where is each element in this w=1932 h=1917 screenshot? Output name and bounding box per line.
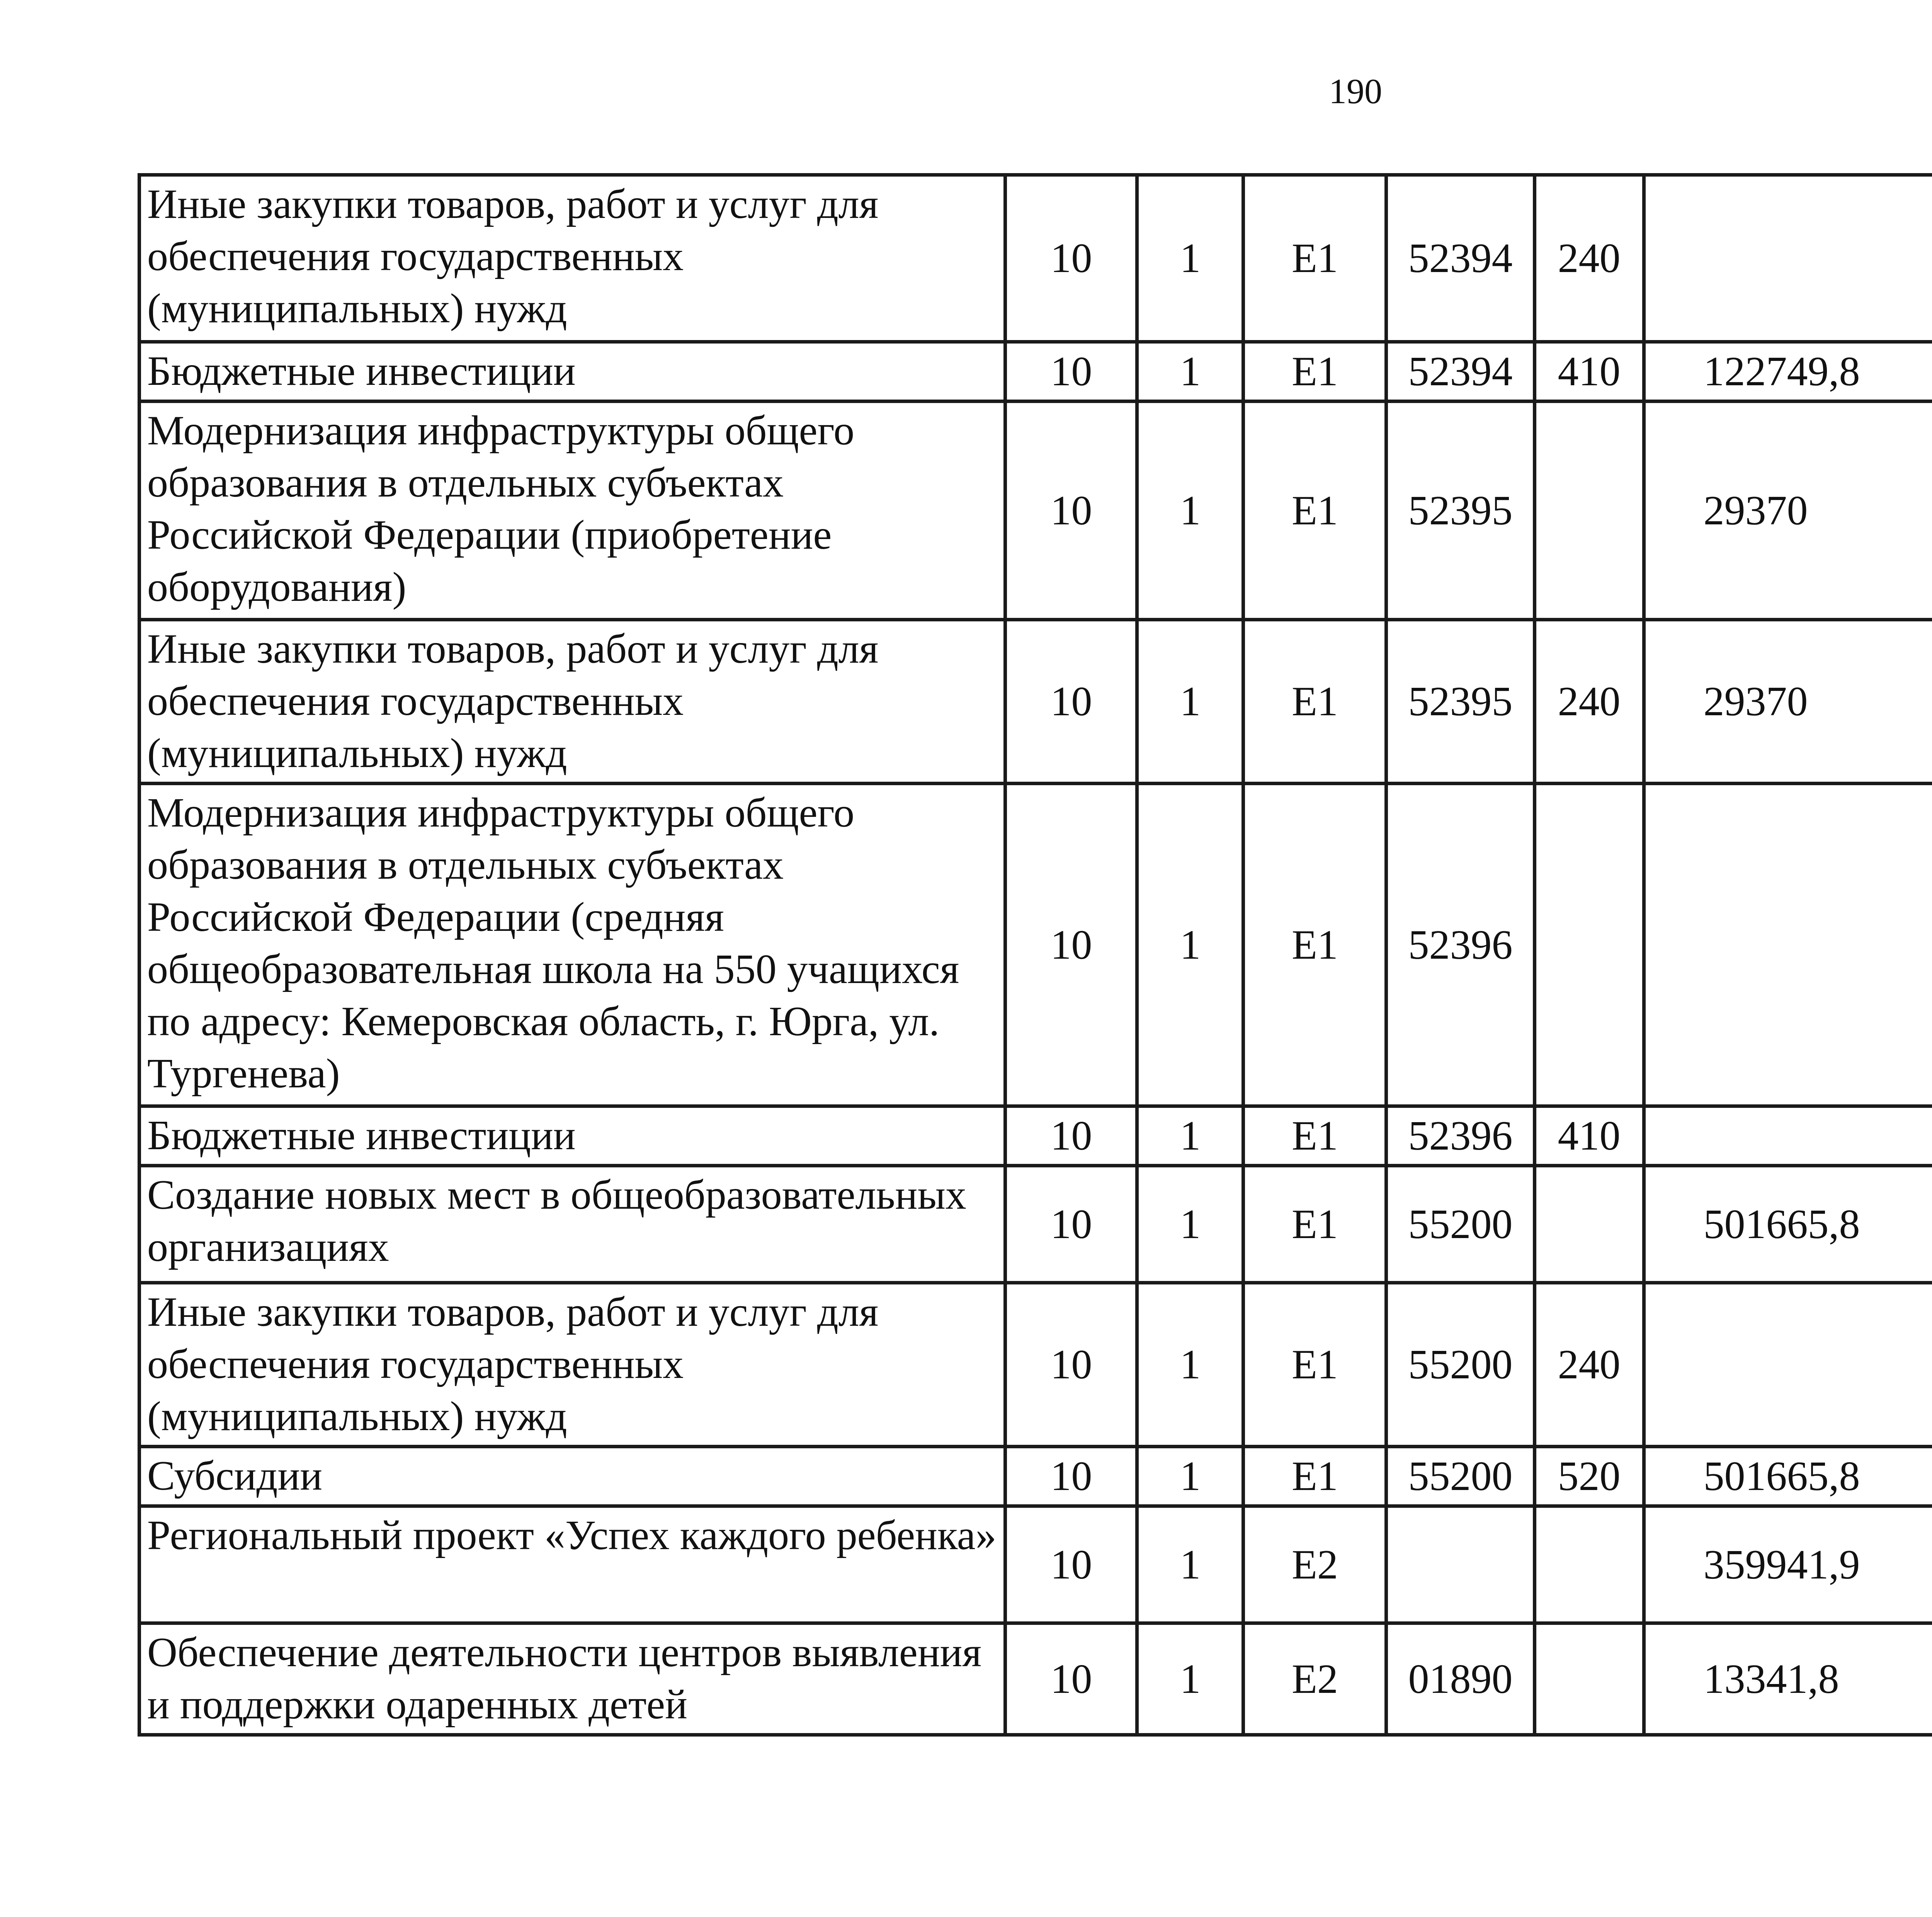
target-article-cell: 52394	[1386, 342, 1534, 401]
item-name-cell: Региональный проект «Успех каждого ребенка»	[139, 1506, 1005, 1623]
program-code-cell: E2	[1243, 1623, 1386, 1735]
amount-year-1-cell: 501665,8	[1644, 1166, 1932, 1283]
item-name-cell: Иные закупки товаров, работ и услуг для обеспечения государственных (муниципальных) нужд	[139, 1283, 1005, 1447]
program-code-cell: E1	[1243, 1166, 1386, 1283]
item-name-cell: Субсидии	[139, 1447, 1005, 1506]
program-code-cell: E1	[1243, 342, 1386, 401]
table-row	[139, 401, 1932, 620]
target-article-cell: 52394	[1386, 175, 1534, 342]
amount-year-1-cell	[1644, 1283, 1932, 1447]
subsection-code-cell: 1	[1137, 784, 1243, 1106]
section-code-cell: 10	[1005, 1506, 1137, 1623]
subsection-code-cell: 1	[1137, 1166, 1243, 1283]
table-row	[139, 1447, 1932, 1506]
subsection-code-cell: 1	[1137, 1447, 1243, 1506]
table-row	[139, 342, 1932, 401]
expense-type-cell	[1534, 1623, 1644, 1735]
target-article-cell: 52396	[1386, 784, 1534, 1106]
expense-type-cell	[1534, 401, 1644, 620]
subsection-code-cell: 1	[1137, 342, 1243, 401]
table-row	[139, 1166, 1932, 1283]
section-code-cell: 10	[1005, 1623, 1137, 1735]
item-name-cell: Модернизация инфраструктуры общего образования в отдельных субъектах Российской Федерации (средняя общеобразовательная школа на 550 учащихся по адресу: Кемеровская область, г. Юрга, ул. Тургенева)	[139, 784, 1005, 1106]
target-article-cell: 55200	[1386, 1283, 1534, 1447]
section-code-cell: 10	[1005, 401, 1137, 620]
expense-type-cell: 410	[1534, 342, 1644, 401]
amount-year-1-cell: 501665,8	[1644, 1447, 1932, 1506]
item-name-cell: Создание новых мест в общеобразовательных организациях	[139, 1166, 1005, 1283]
amount-year-1-cell: 29370	[1644, 401, 1932, 620]
table-row	[139, 784, 1932, 1106]
amount-year-1-cell	[1644, 1106, 1932, 1166]
program-code-cell: E1	[1243, 1283, 1386, 1447]
target-article-cell: 52395	[1386, 620, 1534, 784]
amount-year-1-cell: 29370	[1644, 620, 1932, 784]
table-body	[139, 175, 1932, 1735]
page-number: 190	[1329, 71, 1382, 111]
amount-year-1-cell: 122749,8	[1644, 342, 1932, 401]
target-article-cell: 55200	[1386, 1166, 1534, 1283]
target-article-cell: 52396	[1386, 1106, 1534, 1166]
subsection-code-cell: 1	[1137, 1106, 1243, 1166]
subsection-code-cell: 1	[1137, 620, 1243, 784]
expense-type-cell: 520	[1534, 1447, 1644, 1506]
expense-type-cell	[1534, 1506, 1644, 1623]
table-row	[139, 175, 1932, 342]
expense-type-cell: 240	[1534, 620, 1644, 784]
item-name-cell: Иные закупки товаров, работ и услуг для обеспечения государственных (муниципальных) нужд	[139, 175, 1005, 342]
program-code-cell: E1	[1243, 1447, 1386, 1506]
subsection-code-cell: 1	[1137, 1623, 1243, 1735]
item-name-cell: Иные закупки товаров, работ и услуг для обеспечения государственных (муниципальных) нужд	[139, 620, 1005, 784]
amount-year-1-cell: 13341,8	[1644, 1623, 1932, 1735]
item-name-cell: Бюджетные инвестиции	[139, 342, 1005, 401]
section-code-cell: 10	[1005, 1283, 1137, 1447]
subsection-code-cell: 1	[1137, 1283, 1243, 1447]
table-row	[139, 1623, 1932, 1735]
program-code-cell: E1	[1243, 620, 1386, 784]
expense-type-cell	[1534, 1166, 1644, 1283]
table-row	[139, 620, 1932, 784]
item-name-cell: Модернизация инфраструктуры общего образования в отдельных субъектах Российской Федерации (приобретение оборудования)	[139, 401, 1005, 620]
section-code-cell: 10	[1005, 620, 1137, 784]
program-code-cell: E1	[1243, 401, 1386, 620]
section-code-cell: 10	[1005, 342, 1137, 401]
item-name-cell: Бюджетные инвестиции	[139, 1106, 1005, 1166]
subsection-code-cell: 1	[1137, 1506, 1243, 1623]
budget-table	[138, 173, 1932, 1737]
program-code-cell: E1	[1243, 175, 1386, 342]
table-row	[139, 1506, 1932, 1623]
subsection-code-cell: 1	[1137, 401, 1243, 620]
amount-year-1-cell	[1644, 784, 1932, 1106]
target-article-cell: 01890	[1386, 1623, 1534, 1735]
expense-type-cell: 410	[1534, 1106, 1644, 1166]
expense-type-cell: 240	[1534, 1283, 1644, 1447]
target-article-cell: 55200	[1386, 1447, 1534, 1506]
amount-year-1-cell	[1644, 175, 1932, 342]
section-code-cell: 10	[1005, 1106, 1137, 1166]
program-code-cell: E1	[1243, 784, 1386, 1106]
item-name-cell: Обеспечение деятельности центров выявления и поддержки одаренных детей	[139, 1623, 1005, 1735]
section-code-cell: 10	[1005, 1166, 1137, 1283]
table-row	[139, 1106, 1932, 1166]
section-code-cell: 10	[1005, 1447, 1137, 1506]
section-code-cell: 10	[1005, 175, 1137, 342]
program-code-cell: E1	[1243, 1106, 1386, 1166]
target-article-cell	[1386, 1506, 1534, 1623]
target-article-cell: 52395	[1386, 401, 1534, 620]
table-row	[139, 1283, 1932, 1447]
section-code-cell: 10	[1005, 784, 1137, 1106]
expense-type-cell: 240	[1534, 175, 1644, 342]
program-code-cell: E2	[1243, 1506, 1386, 1623]
subsection-code-cell: 1	[1137, 175, 1243, 342]
amount-year-1-cell: 359941,9	[1644, 1506, 1932, 1623]
expense-type-cell	[1534, 784, 1644, 1106]
